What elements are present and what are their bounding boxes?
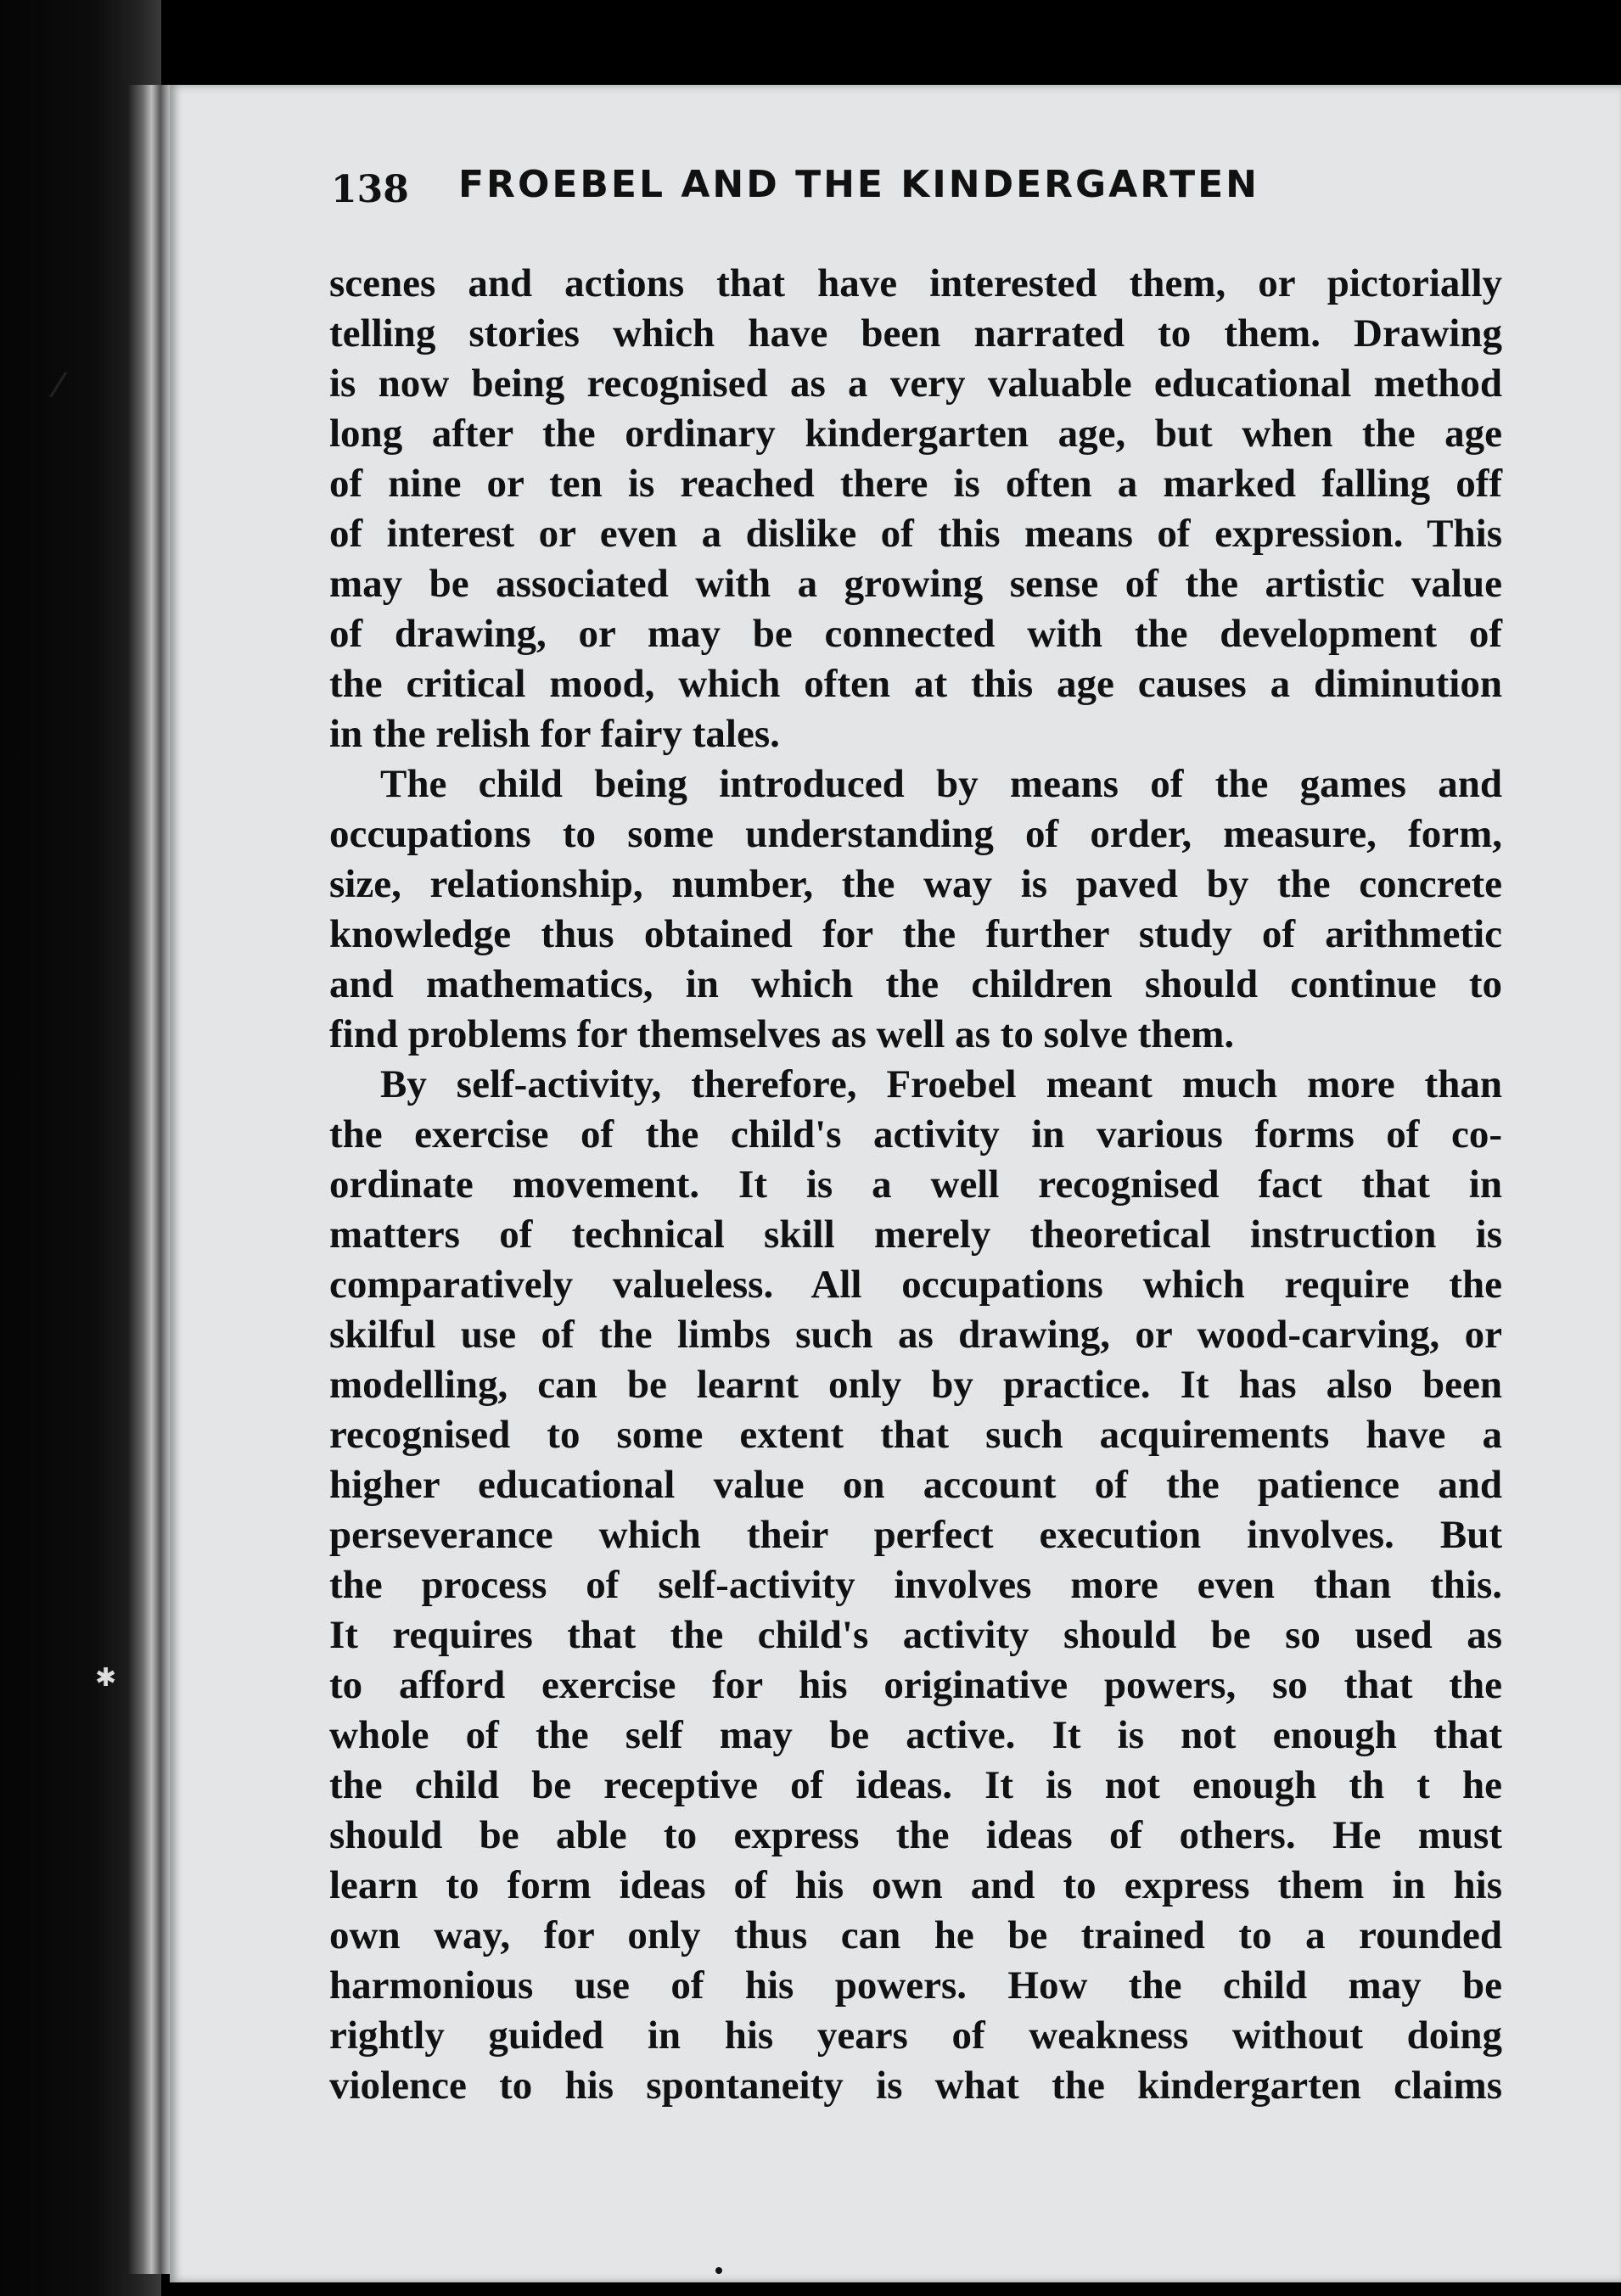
text-line: the process of self-activity involves more even than this. <box>329 1563 1502 1607</box>
text-line: own way, for only thus can he be trained to a rounded <box>329 1913 1502 1957</box>
page-header <box>331 163 1502 222</box>
text-line: comparatively valueless. All occupations which require the <box>329 1263 1502 1307</box>
paragraph <box>329 759 1502 1060</box>
text-line: By self-activity, therefore, Froebel meant much more than <box>380 1062 1502 1106</box>
text-line: matters of technical skill merely theoretical instruction is <box>329 1212 1502 1257</box>
text-line: the critical mood, which often at this age causes a diminution <box>329 662 1502 706</box>
text-line: rightly guided in his years of weakness without doing <box>329 2013 1502 2058</box>
text-line: in the relish for fairy tales. <box>329 712 780 756</box>
text-line: should be able to express the ideas of others. He must <box>329 1813 1502 1857</box>
paragraph <box>329 1060 1502 2111</box>
text-line: the exercise of the child's activity in various forms of co- <box>329 1112 1502 1156</box>
text-line: find problems for themselves as well as to solve them. <box>329 1012 1235 1056</box>
paragraph <box>329 259 1502 759</box>
text-line: higher educational value on account of the patience and <box>329 1463 1502 1507</box>
text-line: whole of the self may be active. It is not enough that <box>329 1713 1502 1757</box>
text-line: to afford exercise for his originative powers, so that the <box>329 1663 1502 1707</box>
text-line: perseverance which their perfect execution involves. But <box>329 1513 1502 1557</box>
running-title: FROEBEL AND THE KINDERGARTEN <box>458 163 1259 206</box>
text-line: size, relationship, number, the way is paved by the concrete <box>329 862 1502 906</box>
text-line: the child be receptive of ideas. It is not enough th t he <box>329 1763 1502 1807</box>
text-line: telling stories which have been narrated to them. Drawing <box>329 311 1502 356</box>
text-line: of interest or even a dislike of this means of expression. This <box>329 512 1502 556</box>
page-number: 138 <box>331 168 409 211</box>
text-line: It requires that the child's activity should be so used as <box>329 1613 1502 1657</box>
text-line: harmonious use of his powers. How the child may be <box>329 1963 1502 2008</box>
text-line: violence to his spontaneity is what the kindergarten claims <box>329 2064 1502 2108</box>
body-text <box>329 259 1502 2111</box>
text-line: long after the ordinary kindergarten age, but when the age <box>329 412 1502 456</box>
text-line: is now being recognised as a very valuable educational method <box>329 361 1502 406</box>
text-line: scenes and actions that have interested them, or pictorially <box>329 261 1502 305</box>
scan-artifact-mark: ✱ <box>95 1663 117 1693</box>
text-line: and mathematics, in which the children should continue to <box>329 962 1502 1006</box>
text-line: skilful use of the limbs such as drawing, or wood-carving, or <box>329 1313 1502 1357</box>
text-line: of drawing, or may be connected with the development of <box>329 612 1502 656</box>
text-line: of nine or ten is reached there is often a marked falling off <box>329 462 1502 506</box>
text-line: The child being introduced by means of the games and <box>380 762 1502 806</box>
text-line: modelling, can be learnt only by practice. It has also been <box>329 1363 1502 1407</box>
book-binding-edge <box>127 85 171 2274</box>
text-line: may be associated with a growing sense of the artistic value <box>329 562 1502 606</box>
text-line: knowledge thus obtained for the further study of arithmetic <box>329 912 1502 956</box>
scan-artifact-mark: / <box>48 364 70 405</box>
text-line: recognised to some extent that such acquirements have a <box>329 1413 1502 1457</box>
text-line: learn to form ideas of his own and to express them in his <box>329 1863 1502 1907</box>
page-footer-mark <box>715 2267 722 2274</box>
text-line: ordinate movement. It is a well recognised fact that in <box>329 1162 1502 1207</box>
scan-border-top <box>0 0 1621 85</box>
text-line: occupations to some understanding of order, measure, form, <box>329 812 1502 856</box>
